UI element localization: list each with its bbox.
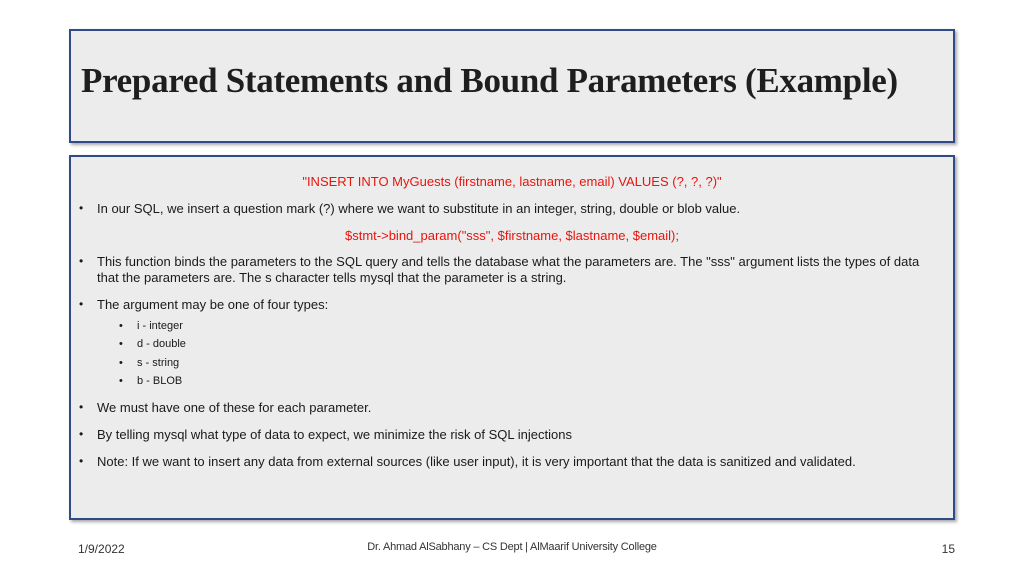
sub-bullet-text: b - BLOB — [137, 375, 183, 387]
bullet-icon: • — [119, 338, 123, 350]
sub-bullet-text: i - integer — [137, 320, 183, 332]
sub-bullet-double — [119, 337, 186, 351]
bullet-icon: • — [79, 201, 84, 215]
sub-bullet-integer — [119, 319, 183, 333]
bullet-icon: • — [79, 454, 84, 468]
sub-bullet-text: s - string — [137, 357, 180, 369]
bullet-item-sql-placeholder — [79, 201, 939, 217]
title-panel — [69, 29, 955, 143]
bind-param-code-line: $stmt->bind_param("sss", $firstname, $lastname, $email); — [345, 228, 679, 243]
sub-bullet-string — [119, 356, 180, 370]
bullet-icon: • — [79, 400, 84, 414]
slide-number: 15 — [941, 542, 955, 556]
bullet-item-sanitize-note — [79, 454, 939, 470]
footer-date: 1/9/2022 — [78, 542, 125, 556]
sub-bullet-text: d - double — [137, 338, 186, 350]
bullet-item-bind-function — [79, 254, 939, 286]
bullet-text: In our SQL, we insert a question mark (?) where we want to substitute in an integer, string, double or blob value. — [97, 201, 741, 216]
bullet-item-each-parameter — [79, 400, 939, 416]
sql-code-line: "INSERT INTO MyGuests (firstname, lastname, email) VALUES (?, ?, ?)" — [302, 174, 722, 189]
bullet-text: This function binds the parameters to the SQL query and tells the database what the parameters are. The "sss" argument lists the types of data that the parameters are. The s character tells mysql that the parameter is a string. — [97, 254, 920, 285]
bullet-icon: • — [79, 254, 84, 268]
bullet-item-four-types — [79, 297, 939, 313]
bullet-text: Note: If we want to insert any data from external sources (like user input), it is very important that the data is sanitized and validated. — [97, 454, 856, 469]
bullet-icon: • — [79, 297, 84, 311]
footer-author: Dr. Ahmad AlSabhany – CS Dept | AlMaarif University College — [367, 541, 657, 553]
bullet-item-sql-injection — [79, 427, 939, 443]
bullet-icon: • — [119, 357, 123, 369]
bullet-text: We must have one of these for each parameter. — [97, 400, 372, 415]
content-panel — [69, 155, 955, 520]
bullet-icon: • — [119, 375, 123, 387]
bullet-text: The argument may be one of four types: — [97, 297, 329, 312]
slide-title: Prepared Statements and Bound Parameters (Example) — [81, 61, 898, 100]
bullet-icon: • — [119, 320, 123, 332]
bullet-icon: • — [79, 427, 84, 441]
bullet-text: By telling mysql what type of data to expect, we minimize the risk of SQL injections — [97, 427, 572, 442]
sub-bullet-blob — [119, 374, 183, 388]
